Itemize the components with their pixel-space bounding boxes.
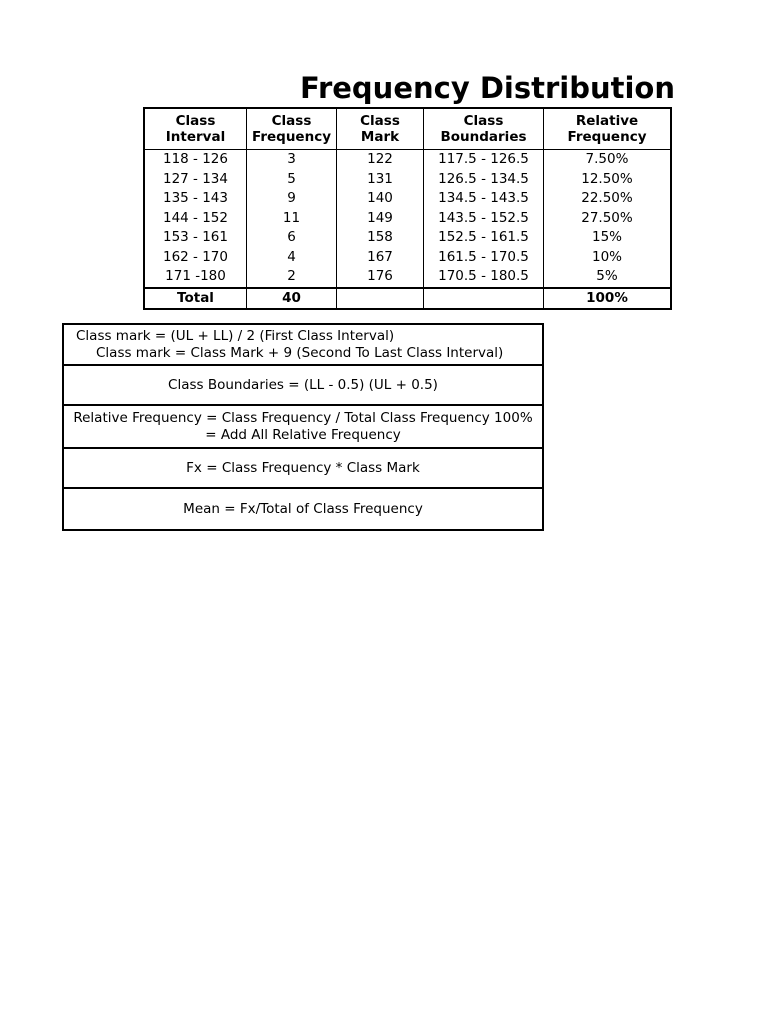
relative-frequency-sum-note: = Add All Relative Frequency [205, 426, 401, 443]
cell-class-boundaries: 143.5 - 152.5 [424, 209, 544, 229]
total-class-mark [337, 288, 424, 309]
cell-class-frequency: 6 [247, 228, 337, 248]
table-row [144, 170, 671, 190]
header-line: Relative [575, 113, 639, 129]
cell-class-interval: 127 - 134 [144, 170, 247, 190]
class-mark-formula-first: Class mark = (UL + LL) / 2 (First Class Interval) [76, 327, 395, 344]
frequency-table [143, 107, 672, 310]
cell-class-interval: 144 - 152 [144, 209, 247, 229]
cell-class-interval: 135 - 143 [144, 189, 247, 209]
cell-class-frequency: 5 [247, 170, 337, 190]
cell-relative-frequency: 7.50% [544, 150, 672, 170]
cell-class-mark: 158 [337, 228, 424, 248]
cell-class-frequency: 3 [247, 150, 337, 170]
cell-class-mark: 122 [337, 150, 424, 170]
table-row [144, 267, 671, 288]
relative-frequency-formula-box [64, 406, 542, 449]
cell-relative-frequency: 5% [544, 267, 672, 288]
cell-class-boundaries: 152.5 - 161.5 [424, 228, 544, 248]
header-line: Class [175, 113, 216, 129]
cell-class-boundaries: 134.5 - 143.5 [424, 189, 544, 209]
cell-class-boundaries: 170.5 - 180.5 [424, 267, 544, 288]
relative-frequency-formula: Relative Frequency = Class Frequency / Total Class Frequency 100% [73, 409, 533, 426]
cell-relative-frequency: 10% [544, 248, 672, 268]
header-line: Frequency [567, 129, 647, 145]
header-line: Interval [165, 129, 226, 145]
cell-class-mark: 149 [337, 209, 424, 229]
cell-class-boundaries: 117.5 - 126.5 [424, 150, 544, 170]
header-line: Frequency [251, 129, 332, 145]
header-line: Class [463, 113, 504, 129]
cell-class-mark: 176 [337, 267, 424, 288]
header-class-mark [337, 108, 424, 150]
table-header-row [144, 108, 671, 150]
cell-class-frequency: 4 [247, 248, 337, 268]
cell-class-frequency: 9 [247, 189, 337, 209]
cell-relative-frequency: 27.50% [544, 209, 672, 229]
cell-class-boundaries: 161.5 - 170.5 [424, 248, 544, 268]
cell-relative-frequency: 22.50% [544, 189, 672, 209]
total-class-frequency: 40 [247, 288, 337, 309]
table-row [144, 150, 671, 170]
fx-formula: Fx = Class Frequency * Class Mark [186, 459, 420, 476]
table-row [144, 189, 671, 209]
mean-formula-box [64, 489, 542, 529]
formula-panel [62, 323, 544, 531]
cell-class-mark: 140 [337, 189, 424, 209]
header-line: Mark [360, 129, 400, 145]
total-relative-frequency: 100% [544, 288, 672, 309]
cell-relative-frequency: 12.50% [544, 170, 672, 190]
header-class-boundaries [424, 108, 544, 150]
cell-class-boundaries: 126.5 - 134.5 [424, 170, 544, 190]
header-relative-frequency [544, 108, 672, 150]
class-boundaries-formula-box [64, 366, 542, 406]
fx-formula-box [64, 449, 542, 489]
total-label: Total [144, 288, 247, 309]
cell-class-mark: 131 [337, 170, 424, 190]
total-class-boundaries [424, 288, 544, 309]
header-line: Boundaries [440, 129, 527, 145]
table-total-row [144, 288, 671, 309]
cell-class-interval: 118 - 126 [144, 150, 247, 170]
mean-formula: Mean = Fx/Total of Class Frequency [183, 500, 423, 517]
header-class-frequency [247, 108, 337, 150]
cell-class-interval: 171 -180 [144, 267, 247, 288]
table-row [144, 209, 671, 229]
class-boundaries-formula: Class Boundaries = (LL - 0.5) (UL + 0.5) [168, 376, 438, 393]
cell-class-interval: 162 - 170 [144, 248, 247, 268]
header-class-interval [144, 108, 247, 150]
table-row [144, 228, 671, 248]
class-mark-formula-box [64, 325, 542, 366]
cell-class-frequency: 11 [247, 209, 337, 229]
header-line: Class [271, 113, 312, 129]
class-mark-formula-second: Class mark = Class Mark + 9 (Second To Last Class Interval) [96, 344, 504, 361]
header-line: Class [360, 113, 400, 129]
cell-relative-frequency: 15% [544, 228, 672, 248]
cell-class-interval: 153 - 161 [144, 228, 247, 248]
table-row [144, 248, 671, 268]
cell-class-frequency: 2 [247, 267, 337, 288]
page-title: Frequency Distribution [300, 71, 675, 105]
cell-class-mark: 167 [337, 248, 424, 268]
